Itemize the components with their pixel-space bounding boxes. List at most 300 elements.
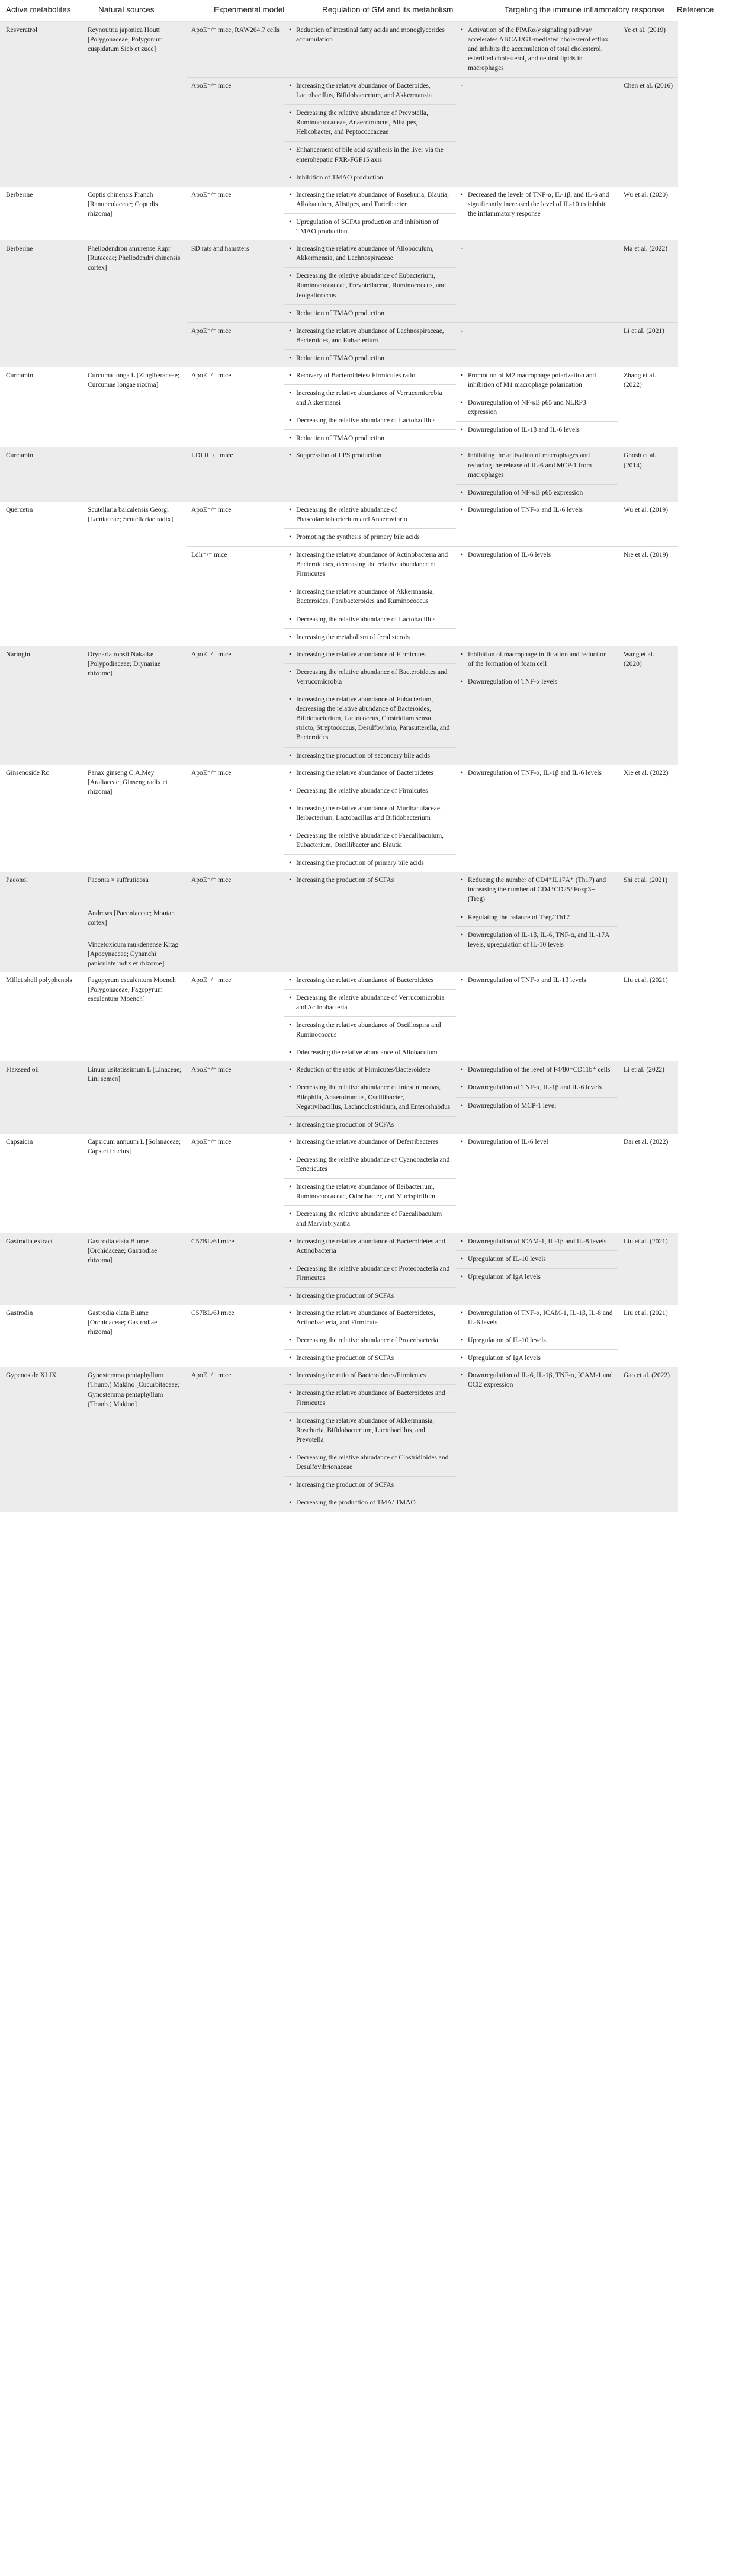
bullet-icon: •: [461, 913, 464, 921]
bullet-icon: •: [289, 1454, 292, 1461]
sub-rows: [187, 872, 678, 972]
immune-list: [456, 447, 618, 501]
active-metabolite: Berberine: [6, 245, 33, 253]
regulation-list-text: Increasing the relative abundance of Eubacterium, decreasing the relative abundance of Bacteroides, Bifidobacterium, Lactococcus, Clostridium sensu stricto, Streptococcus, Desulfovibrio, Parasutterella, and Bacteroides: [296, 696, 450, 742]
regulation-list-item: [284, 323, 456, 349]
immune-list-item: [456, 394, 618, 421]
bullet-icon: •: [461, 769, 464, 777]
regulation-list-item: [284, 800, 456, 827]
immune-list-text: Downregulation of IL-1β, IL-6, TNF-α, and IL-17A levels, upregulation of IL-10 levels: [468, 931, 609, 948]
natural-source-part: Vincetoxicum mukdenense Kitag [Apocynaceae; Cynanchi paniculate radix et rhizome]: [88, 941, 179, 967]
sub-rows: [187, 1061, 678, 1133]
table-row: [0, 1305, 678, 1367]
table-row: [0, 765, 678, 872]
natural-source-text: Gastrodia elata Blume [Orchidaceae; Gastrodiae rhizoma]: [88, 1237, 158, 1264]
bullet-icon: •: [289, 877, 292, 884]
active-metabolite: Flaxseed oil: [6, 1066, 39, 1074]
regulation-list-item: [284, 854, 456, 872]
regulation-list-text: Recovery of Bacteroidetes/ Firmicutes ratio: [296, 371, 416, 379]
header-active-metabolites: Active metabolites: [6, 5, 71, 14]
sub-row: [187, 1305, 678, 1367]
regulation-list-text: Decreasing the relative abundance of Cyanobacteria and Tenericutes: [296, 1156, 450, 1173]
bullet-icon: •: [289, 752, 292, 759]
header-natural-sources: Natural sources: [98, 5, 155, 14]
bullet-icon: •: [289, 1481, 292, 1489]
table-row: [0, 502, 678, 646]
regulation-list-item: [284, 1205, 456, 1233]
sub-row: [187, 77, 678, 187]
bullet-icon: •: [461, 191, 464, 198]
immune-list-text: Decreased the levels of TNF-α, IL-1β, and IL-6 and significantly increased the level of IL-10 to inhibit the inflammatory response: [468, 191, 609, 217]
bullet-icon: •: [289, 1237, 292, 1245]
regulation-list: [284, 22, 456, 77]
immune-list-item: [456, 1349, 618, 1367]
immune-list-text: -: [461, 82, 463, 90]
immune-list: [456, 1233, 618, 1305]
immune-list-item: [456, 421, 618, 439]
regulation-list-text: Decreasing the relative abundance of Intestinimonas, Bilophila, Anaerotruncus, Oscillibacter, Negativibacillus, Lachnoclostridium, and Enterorhabdus: [296, 1084, 451, 1111]
experimental-model: ApoE⁻/⁻ mice: [191, 327, 232, 335]
experimental-model: ApoE⁻/⁻ mice: [191, 650, 232, 658]
bullet-icon: •: [289, 82, 292, 90]
table-row: [0, 22, 678, 187]
regulation-list-item: [284, 349, 456, 367]
bullet-icon: •: [461, 1237, 464, 1245]
immune-list: [456, 323, 618, 367]
immune-list-text: Downregulation of TNF-α levels: [468, 678, 558, 685]
regulation-list: [284, 447, 456, 501]
regulation-list-item: [284, 1061, 456, 1079]
immune-list: [456, 872, 618, 954]
natural-source: [82, 240, 187, 367]
regulation-list-text: Reduction of TMAO production: [296, 354, 384, 362]
regulation-list-item: [284, 1349, 456, 1367]
bullet-icon: •: [289, 146, 292, 154]
sub-row: [187, 1367, 678, 1512]
experimental-model: ApoE⁻/⁻ mice: [191, 1066, 232, 1074]
immune-list-text: Promotion of M2 macrophage polarization and inhibition of M1 macrophage polarization: [468, 371, 596, 389]
immune-list-text: Inhibiting the activation of macrophages and reducing the release of IL-6 and MCP-1 from macrophages: [468, 452, 592, 479]
bullet-icon: •: [289, 110, 292, 117]
immune-list-item: [456, 909, 618, 926]
sub-rows: [187, 646, 678, 765]
regulation-list-item: [284, 1367, 456, 1384]
bullet-icon: •: [289, 272, 292, 280]
bullet-icon: •: [289, 650, 292, 658]
table-row: [0, 1061, 678, 1133]
immune-list: [456, 502, 618, 546]
bullet-icon: •: [289, 218, 292, 226]
immune-list-text: -: [461, 245, 463, 253]
natural-source: [82, 1061, 187, 1133]
regulation-list-text: Decreasing the relative abundance of Phascolarctobacterium and Anaerovibrio: [296, 506, 407, 523]
table-row: [0, 972, 678, 1062]
immune-list-text: Downregulation of MCP-1 level: [468, 1102, 557, 1109]
immune-list: [456, 1367, 618, 1512]
regulation-list-item: [284, 646, 456, 663]
immune-list-item: [456, 1134, 618, 1151]
regulation-list-text: Increasing the relative abundance of Oscillospira and Ruminococcus: [296, 1022, 441, 1039]
bullet-icon: •: [461, 551, 464, 559]
natural-source: [82, 502, 187, 646]
experimental-model: SD rats and hamsters: [191, 245, 249, 253]
bullet-icon: •: [289, 1211, 292, 1218]
regulation-list-text: Decreasing the relative abundance of Clostridioides and Desulfovibrionaceae: [296, 1454, 449, 1471]
regulation-list-item: [284, 169, 456, 187]
regulation-list-item: [284, 547, 456, 583]
active-metabolite: Curcumin: [6, 452, 33, 460]
regulation-list-text: Increasing the relative abundance of Deferribacteres: [296, 1138, 439, 1146]
immune-list-text: Downregulation of the level of F4/80⁺CD11b⁺ cells: [468, 1066, 611, 1074]
bullet-icon: •: [461, 931, 464, 939]
regulation-list: [284, 646, 456, 765]
natural-source: [82, 187, 187, 240]
bullet-icon: •: [289, 769, 292, 777]
regulation-list-text: Increasing the production of SCFAs: [296, 1292, 394, 1300]
immune-list-text: Activation of the PPARα/γ signaling pathway accelerates ABCA1/G1-mediated cholesterol efflux and inhibits the accumulation of total cholesterol, esterified cholesterol, and neutral lipids in macrophages: [468, 26, 609, 72]
immune-list-text: Downregulation of IL-1β and IL-6 levels: [468, 426, 580, 434]
bullet-icon: •: [289, 1372, 292, 1380]
immune-list-text: Upregulation of IgA levels: [468, 1355, 541, 1362]
regulation-list-text: Decreasing the relative abundance of Lactobacillus: [296, 417, 436, 425]
bullet-icon: •: [289, 417, 292, 425]
regulation-list-item: [284, 429, 456, 447]
bullet-icon: •: [461, 506, 464, 514]
bullet-icon: •: [461, 426, 464, 434]
immune-list-item: [456, 367, 618, 394]
bullet-icon: •: [289, 1292, 292, 1300]
immune-list-item: [456, 1097, 618, 1115]
reference: Wu et al. (2020): [624, 191, 668, 198]
regulation-list: [284, 547, 456, 646]
natural-source: [82, 765, 187, 872]
immune-list: [456, 22, 618, 77]
bullet-icon: •: [461, 650, 464, 658]
active-metabolite: Paeonol: [6, 877, 28, 884]
reference: Liu et al. (2021): [624, 1309, 668, 1317]
regulation-list-item: [284, 528, 456, 546]
regulation-list-item: [284, 1476, 456, 1494]
regulation-list-text: Inhibition of TMAO production: [296, 174, 384, 181]
regulation-list-item: [284, 187, 456, 213]
table-row: [0, 872, 678, 972]
reference: Ma et al. (2022): [624, 245, 668, 253]
experimental-model: ApoE⁻/⁻ mice: [191, 82, 232, 90]
immune-list-text: Downregulation of TNF-α, ICAM-1, IL-1β, IL-8 and IL-6 levels: [468, 1309, 613, 1327]
sub-rows: [187, 447, 678, 501]
immune-list: [456, 1061, 618, 1133]
regulation-list-item: [284, 1384, 456, 1411]
regulation-list-text: Suppression of LPS production: [296, 452, 382, 460]
regulation-list-item: [284, 1233, 456, 1260]
bullet-icon: •: [289, 1337, 292, 1345]
sub-row: [187, 1061, 678, 1133]
regulation-list-text: Increasing the relative abundance of Verrucomicrobia and Akkermansi: [296, 390, 442, 407]
header-regulation-gm: Regulation of GM and its metabolism: [322, 5, 454, 14]
regulation-list-text: Increasing the production of SCFAs: [296, 1481, 394, 1489]
sub-rows: [187, 1134, 678, 1233]
table-row: [0, 1233, 678, 1305]
bullet-icon: •: [289, 452, 292, 460]
regulation-list: [284, 323, 456, 367]
regulation-list-item: [284, 104, 456, 141]
regulation-list-item: [284, 765, 456, 782]
regulation-list-text: Promoting the synthesis of primary bile acids: [296, 534, 420, 541]
bullet-icon: •: [461, 1372, 464, 1380]
regulation-list-text: Decreasing the relative abundance of Bacteroidetes and Verrucomicrobia: [296, 668, 448, 685]
regulation-list-item: [284, 611, 456, 628]
regulation-list-item: [284, 628, 456, 646]
regulation-list: [284, 78, 456, 187]
regulation-list-text: Increasing the relative abundance of Actinobacteria and Bacteroidetes, decreasing the relative abundance of Firmicutes: [296, 551, 448, 578]
bullet-icon: •: [289, 994, 292, 1002]
bullet-icon: •: [461, 1273, 464, 1281]
header-reference: Reference: [677, 5, 714, 14]
bullet-icon: •: [289, 787, 292, 794]
regulation-list-item: [284, 1178, 456, 1205]
immune-list-text: -: [461, 327, 463, 335]
regulation-list-text: Decreasing the relative abundance of Eubacterium, Ruminococcaceae, Prevotellaceae, Ruminococcus, and Jeotgalicoccus: [296, 272, 446, 299]
reference: Li et al. (2021): [624, 327, 664, 335]
sub-rows: [187, 367, 678, 447]
regulation-list-item: [284, 447, 456, 464]
bullet-icon: •: [289, 551, 292, 559]
immune-list-item: [456, 673, 618, 691]
experimental-model: ApoE⁻/⁻ mice, RAW264.7 cells: [191, 26, 280, 34]
regulation-list-text: Decreasing the relative abundance of Firmicutes: [296, 787, 428, 794]
natural-source-text: Capsicum annuum L [Solanaceae; Capsici fructus]: [88, 1138, 181, 1155]
experimental-model: ApoE⁻/⁻ mice: [191, 1138, 232, 1146]
immune-list-item: [456, 1233, 618, 1250]
regulation-list-text: Increasing the relative abundance of Alloboculum, Akkermensia, and Lachnospiraceae: [296, 245, 434, 262]
header-experimental-model: Experimental model: [214, 5, 285, 14]
immune-list-item: [456, 972, 618, 989]
immune-list-item: [456, 926, 618, 954]
sub-row: [187, 240, 678, 322]
immune-list: [456, 646, 618, 765]
active-metabolite: Quercetin: [6, 506, 33, 514]
immune-list-item: [456, 1079, 618, 1096]
active-metabolite: Gypenoside XLIX: [6, 1372, 57, 1380]
active-metabolite: Millet shell polyphenols: [6, 976, 72, 984]
sub-rows: [187, 765, 678, 872]
regulation-list-text: Reduction of TMAO production: [296, 309, 384, 317]
bullet-icon: •: [461, 1337, 464, 1345]
bullet-icon: •: [461, 1138, 464, 1146]
regulation-list-text: Increasing the production of SCFAs: [296, 1355, 394, 1362]
reference: Gao et al. (2022): [624, 1372, 670, 1380]
bullet-icon: •: [289, 506, 292, 514]
bullet-icon: •: [461, 877, 464, 884]
immune-list: [456, 1305, 618, 1367]
regulation-list-item: [284, 502, 456, 528]
immune-list-text: Reducing the number of CD4⁺IL17A⁺ (Th17) and increasing the number of CD4⁺CD25⁺Foxp3+ (Treg): [468, 877, 606, 903]
reference: Ghosh et al. (2014): [624, 452, 657, 469]
reference: Zhang et al. (2022): [624, 371, 656, 389]
reference: Shi et al. (2021): [624, 877, 668, 884]
experimental-model: ApoE⁻/⁻ mice: [191, 769, 232, 777]
regulation-list-text: Increasing the relative abundance of Bacteroidetes, Actinobacteria, and Firmicute: [296, 1309, 435, 1327]
regulation-list-text: Decreasing the relative abundance of Faecalibaculum and Marvinbryantia: [296, 1211, 442, 1228]
sub-row: [187, 765, 678, 872]
immune-list-item: [456, 484, 618, 502]
table-row: [0, 367, 678, 447]
sub-row: [187, 872, 678, 954]
bullet-icon: •: [289, 435, 292, 442]
immune-list-text: Downregulation of NF-κB p65 and NLRP3 expression: [468, 399, 586, 416]
regulation-list-text: Increasing the relative abundance of Muribaculaceae, Ileibacterium, Lactobacillus and Bifidobacterium: [296, 804, 442, 822]
regulation-list-text: Increasing the relative abundance of Bacteroidetes and Firmicutes: [296, 1390, 445, 1407]
regulation-list-item: [284, 1260, 456, 1287]
experimental-model: LDLR⁻/⁻ mice: [191, 452, 233, 460]
regulation-list-text: Decreasing the relative abundance of Proteobacteria: [296, 1337, 438, 1345]
sub-rows: [187, 972, 678, 1062]
regulation-list-item: [284, 22, 456, 49]
table-row: [0, 1367, 678, 1512]
natural-source: [82, 22, 187, 187]
regulation-list-item: [284, 1305, 456, 1332]
experimental-model: C57BL/6J mice: [191, 1237, 235, 1245]
sub-row: [187, 447, 678, 501]
regulation-list-text: Decreasing the relative abundance of Prevotella, Ruminococcaceae, Anaerotruncus, Alistipes, Helicobacter, and Peptococcaceae: [296, 110, 428, 136]
regulation-list-item: [284, 78, 456, 104]
regulation-list-item: [284, 1016, 456, 1044]
natural-source-text: Linum usitatissimum L [Linaceae; Lini semen]: [88, 1066, 182, 1083]
reference: Wang et al. (2020): [624, 650, 654, 668]
reference: Liu et al. (2021): [624, 1237, 668, 1245]
reference: Li et al. (2022): [624, 1066, 664, 1074]
reference: Nie et al. (2019): [624, 551, 669, 559]
regulation-list-text: Increasing the relative abundance of Ileibacterium, Ruminococcaceae, Odoribacter, and Mucispirillum: [296, 1183, 435, 1201]
immune-list: [456, 187, 618, 240]
regulation-list-item: [284, 972, 456, 989]
regulation-list-text: Reduction of intestinal fatty acids and monoglycerides accumulation: [296, 26, 445, 43]
regulation-list-text: Decreasing the relative abundance of Proteobacteria and Firmicutes: [296, 1265, 450, 1282]
bullet-icon: •: [289, 1049, 292, 1057]
immune-list-item: [456, 1061, 618, 1079]
bullet-icon: •: [289, 1138, 292, 1146]
bullet-icon: •: [289, 668, 292, 676]
regulation-list-text: Decreasing the production of TMA/ TMAO: [296, 1499, 416, 1507]
regulation-list-text: Ddecreasing the relative abundance of Allobaculum: [296, 1049, 438, 1057]
natural-source-text: Panax ginseng C.A.Mey [Araliaceae; Ginseng radix et rhizoma]: [88, 769, 168, 795]
natural-source: [82, 646, 187, 765]
table-row: [0, 646, 678, 765]
regulation-list-item: [284, 1151, 456, 1178]
bullet-icon: •: [289, 1022, 292, 1029]
immune-list: [456, 78, 618, 187]
regulation-list-text: Increasing the ratio of Bacteroidetes/Firmicutes: [296, 1372, 426, 1380]
regulation-list-item: [284, 1116, 456, 1134]
sub-row: [187, 22, 678, 77]
regulation-list: [284, 872, 456, 954]
regulation-list-text: Increasing the production of primary bile acids: [296, 859, 424, 867]
regulation-list-text: Increasing the relative abundance of Firmicutes: [296, 650, 426, 658]
regulation-list-item: [284, 141, 456, 168]
immune-list-item: [456, 1367, 618, 1394]
regulation-list-text: Increasing the relative abundance of Roseburia, Blautia, Allobaculum, Alistipes, and Turicibacter: [296, 191, 449, 208]
natural-source: [82, 1367, 187, 1512]
regulation-list: [284, 972, 456, 1062]
bullet-icon: •: [289, 1499, 292, 1507]
sub-row: [187, 187, 678, 240]
immune-list: [456, 367, 618, 447]
regulation-list-text: Increasing the relative abundance of Bacteroidetes: [296, 976, 434, 984]
bullet-icon: •: [289, 1390, 292, 1397]
immune-list-item: [456, 187, 618, 223]
immune-list-item: [456, 547, 618, 564]
natural-source-text: Coptis chinensis Franch [Ranunculaceae; Coptidis rhizoma]: [88, 191, 158, 217]
bullet-icon: •: [289, 309, 292, 317]
immune-list-text: Downregulation of TNF-α, IL-1β and IL-6 levels: [468, 1084, 602, 1092]
regulation-list-text: Decreasing the relative abundance of Verrucomicrobia and Actinobacteria: [296, 994, 445, 1012]
regulation-list: [284, 765, 456, 872]
immune-list-text: Downregulation of TNF-α and IL-6 levels: [468, 506, 583, 514]
immune-list-item: [456, 1332, 618, 1349]
bullet-icon: •: [461, 452, 464, 460]
immune-list-item: [456, 872, 618, 908]
immune-list-item: [456, 1268, 618, 1286]
immune-list-text: Downregulation of TNF-α and IL-1β levels: [468, 976, 586, 984]
immune-list-text: Downregulation of IL-6 levels: [468, 551, 551, 559]
natural-source-text: Gynostemma pentaphyllum (Thunb.) Makino [Cucurbitaceae; Gynostemma pentaphyllum (Thunb.) Makino]: [88, 1372, 179, 1408]
immune-list-text: Downregulation of NF-κB p65 expression: [468, 489, 583, 496]
regulation-list-item: [284, 412, 456, 429]
active-metabolite: Berberine: [6, 191, 33, 198]
bullet-icon: •: [289, 26, 292, 34]
regulation-list-text: Decreasing the relative abundance of Faecalibaculum, Eubacterium, Oscillibacter and Blautia: [296, 832, 444, 849]
bullet-icon: •: [289, 1183, 292, 1191]
regulation-list-item: [284, 583, 456, 610]
immune-list: [456, 765, 618, 872]
regulation-list-item: [284, 1332, 456, 1349]
natural-source: [82, 1134, 187, 1233]
table-header: [0, 0, 714, 22]
bullet-icon: •: [461, 399, 464, 407]
bullet-icon: •: [461, 371, 464, 379]
regulation-list-item: [284, 1287, 456, 1305]
regulation-list-text: Upregulation of SCFAs production and inhibition of TMAO production: [296, 218, 439, 236]
reference: Liu et al. (2021): [624, 976, 668, 984]
regulation-list-text: Increasing the production of SCFAs: [296, 1121, 394, 1128]
regulation-list-text: Increasing the metabolism of fecal sterols: [296, 633, 410, 641]
natural-source-part: Andrews [Paeoniaceae; Moutan cortex]: [88, 910, 175, 927]
bullet-icon: •: [289, 832, 292, 839]
bullet-icon: •: [461, 976, 464, 984]
regulation-list-item: [284, 1134, 456, 1151]
natural-source: [82, 367, 187, 447]
header-immune-response: Targeting the immune inflammatory response: [505, 5, 665, 14]
regulation-list-item: [284, 691, 456, 746]
bullet-icon: •: [461, 1102, 464, 1109]
regulation-list-item: [284, 872, 456, 889]
bullet-icon: •: [289, 1309, 292, 1317]
immune-list-text: Downregulation of TNF-α, IL-1β and IL-6 levels: [468, 769, 602, 777]
sub-rows: [187, 22, 678, 187]
regulation-list-text: Increasing the relative abundance of Lachnospiraceae, Bacteroides, and Eubacterium: [296, 327, 444, 344]
table-row: [0, 1134, 678, 1233]
regulation-list-text: Decreasing the relative abundance of Lactobacillus: [296, 615, 436, 623]
natural-source-text: Fagopyrum esculentum Moench [Polygonaceae; Fagopyrum esculentum Moench]: [88, 976, 176, 1003]
bullet-icon: •: [289, 1156, 292, 1163]
natural-source: [82, 972, 187, 1062]
regulation-list-text: Reduction of TMAO production: [296, 435, 384, 442]
table-row: [0, 187, 678, 240]
sub-row: [187, 646, 678, 765]
sub-row: [187, 972, 678, 1062]
active-metabolite: Naringin: [6, 650, 30, 658]
reference: Ye et al. (2019): [624, 26, 666, 34]
